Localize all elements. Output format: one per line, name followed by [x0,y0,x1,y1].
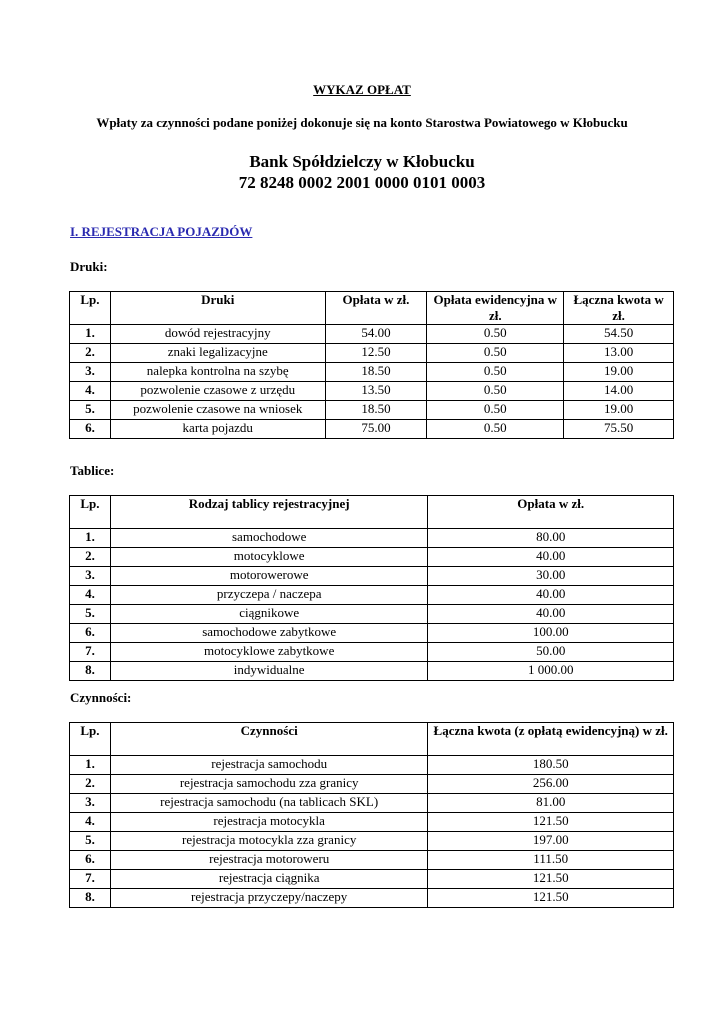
table-cell: 0.50 [427,401,564,420]
table-cell: 5. [70,605,111,624]
table-cell: 1 000.00 [428,662,674,681]
table-cell: 81.00 [428,794,674,813]
table-cell: indywidualne [110,662,427,681]
table-row [70,586,674,605]
table-cell: 6. [70,624,111,643]
table-cell: 13.50 [325,382,427,401]
table-cell: przyczepa / naczepa [110,586,427,605]
table-cell: 80.00 [428,529,674,548]
table-row [70,832,674,851]
header-row [70,723,674,756]
table-cell: rejestracja motoroweru [110,851,427,870]
table-cell: 54.00 [325,325,427,344]
czynnosci-label: Czynności: [70,690,132,705]
table-row [70,325,674,344]
column-header: Opłata ewidencyjna w zł. [427,292,564,325]
table-row [70,548,674,567]
table-cell: 6. [70,420,111,439]
table-cell: 180.50 [428,756,674,775]
table-cell: 1. [70,529,111,548]
header-row [70,292,674,325]
table-row [70,643,674,662]
table-cell: 1. [70,325,111,344]
table-cell: rejestracja samochodu [110,756,427,775]
table-cell: samochodowe [110,529,427,548]
section-title: I. REJESTRACJA POJAZDÓW [70,224,253,239]
table-cell: 0.50 [427,344,564,363]
table-cell: 3. [70,794,111,813]
table-cell: 121.50 [428,870,674,889]
table-cell: 5. [70,401,111,420]
table-cell: 121.50 [428,813,674,832]
column-header: Czynności [110,723,427,756]
column-header: Rodzaj tablicy rejestracyjnej [110,496,427,529]
table-cell: 50.00 [428,643,674,662]
table-cell: rejestracja samochodu (na tablicach SKL) [110,794,427,813]
table-row [70,420,674,439]
table-cell: 4. [70,813,111,832]
table-cell: nalepka kontrolna na szybę [110,363,325,382]
header-row [70,496,674,529]
table-row [70,624,674,643]
table-cell: 75.00 [325,420,427,439]
table-cell: 111.50 [428,851,674,870]
table-cell: 7. [70,870,111,889]
table-row [70,344,674,363]
table-cell: 54.50 [564,325,674,344]
table-cell: 18.50 [325,401,427,420]
table-cell: 13.00 [564,344,674,363]
table-cell: motocyklowe [110,548,427,567]
table-cell: rejestracja przyczepy/naczepy [110,889,427,908]
czynnosci-table [69,722,674,908]
table-cell: 1. [70,756,111,775]
table-cell: 0.50 [427,363,564,382]
table-row [70,605,674,624]
table-cell: rejestracja motocykla zza granicy [110,832,427,851]
column-header: Łączna kwota w zł. [564,292,674,325]
column-header: Lp. [70,496,111,529]
table-row [70,662,674,681]
table-cell: 0.50 [427,420,564,439]
table-cell: dowód rejestracyjny [110,325,325,344]
tablice-label: Tablice: [70,463,115,478]
table-cell: 14.00 [564,382,674,401]
table-cell: 8. [70,889,111,908]
payment-instruction: Wpłaty za czynności podane poniżej dokonuje się na konto Starostwa Powiatowego w Kłobucku [96,115,628,130]
table-row [70,851,674,870]
table-cell: 19.00 [564,363,674,382]
table-cell: 2. [70,548,111,567]
table-cell: samochodowe zabytkowe [110,624,427,643]
table-cell: 2. [70,344,111,363]
table-cell: rejestracja samochodu zza granicy [110,775,427,794]
table-cell: ciągnikowe [110,605,427,624]
table-cell: 197.00 [428,832,674,851]
table-cell: rejestracja ciągnika [110,870,427,889]
table-cell: 5. [70,832,111,851]
column-header: Lp. [70,292,111,325]
tablice-table [69,495,674,681]
druki-table [69,291,674,439]
table-cell: 0.50 [427,382,564,401]
account-number: 72 8248 0002 2001 0000 0101 0003 [238,173,486,192]
table-cell: 256.00 [428,775,674,794]
table-cell: 0.50 [427,325,564,344]
table-cell: motorowerowe [110,567,427,586]
table-cell: 6. [70,851,111,870]
table-cell: znaki legalizacyjne [110,344,325,363]
table-row [70,529,674,548]
bank-info [0,151,724,193]
document-title: WYKAZ OPŁAT [313,82,411,97]
table-row [70,794,674,813]
table-row [70,870,674,889]
druki-label: Druki: [70,259,108,274]
bank-name: Bank Spółdzielczy w Kłobucku [249,152,475,171]
table-cell: 30.00 [428,567,674,586]
table-cell: pozwolenie czasowe z urzędu [110,382,325,401]
table-cell: 100.00 [428,624,674,643]
table-cell: 40.00 [428,605,674,624]
table-cell: 2. [70,775,111,794]
table-cell: 40.00 [428,548,674,567]
table-row [70,756,674,775]
table-cell: pozwolenie czasowe na wniosek [110,401,325,420]
table-row [70,401,674,420]
table-row [70,382,674,401]
table-cell: motocyklowe zabytkowe [110,643,427,662]
table-cell: rejestracja motocykla [110,813,427,832]
table-row [70,775,674,794]
table-cell: 12.50 [325,344,427,363]
table-cell: 19.00 [564,401,674,420]
table-row [70,889,674,908]
table-cell: 75.50 [564,420,674,439]
table-cell: 7. [70,643,111,662]
column-header: Łączna kwota (z opłatą ewidencyjną) w zł. [428,723,674,756]
table-cell: 40.00 [428,586,674,605]
column-header: Druki [110,292,325,325]
table-cell: 8. [70,662,111,681]
column-header: Opłata w zł. [325,292,427,325]
table-cell: 3. [70,363,111,382]
table-cell: 121.50 [428,889,674,908]
column-header: Opłata w zł. [428,496,674,529]
table-cell: karta pojazdu [110,420,325,439]
table-cell: 18.50 [325,363,427,382]
table-cell: 4. [70,382,111,401]
table-row [70,363,674,382]
table-cell: 4. [70,586,111,605]
table-cell: 3. [70,567,111,586]
table-row [70,813,674,832]
table-row [70,567,674,586]
column-header: Lp. [70,723,111,756]
